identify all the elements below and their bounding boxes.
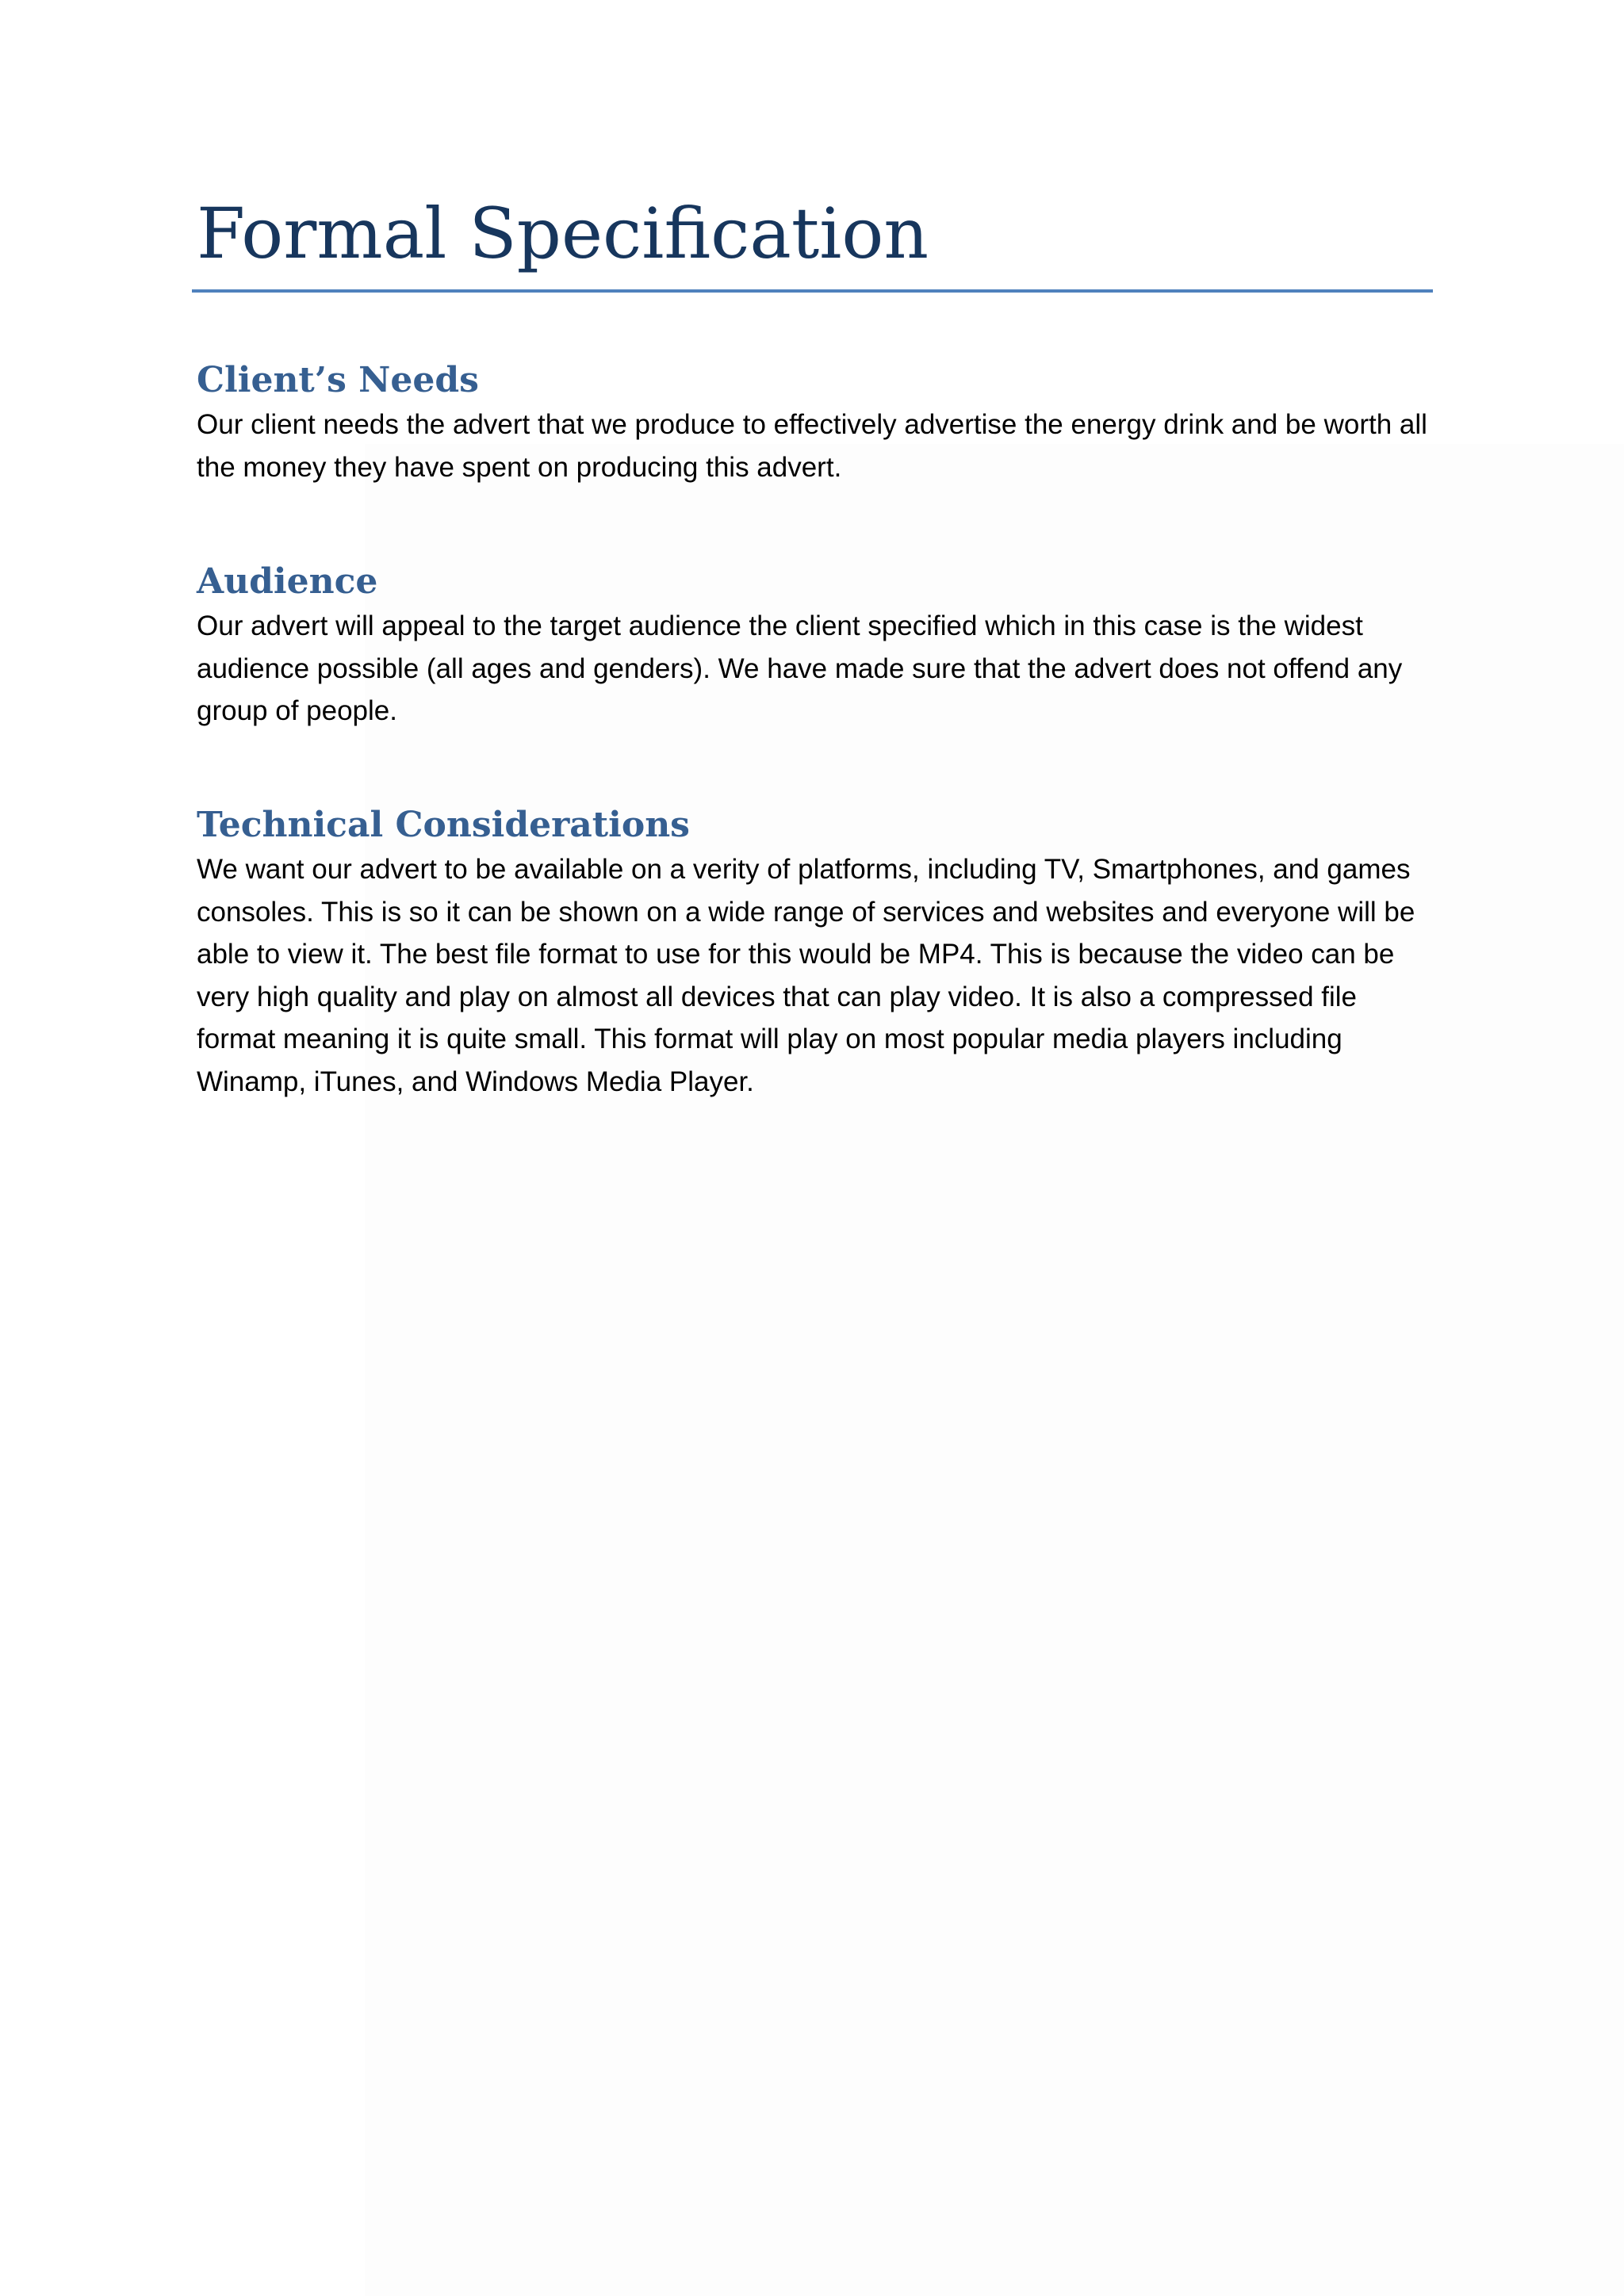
title-underline-rule [192,289,1433,293]
section-heading: Client’s Needs [197,360,479,400]
section-body: Our client needs the advert that we produce to effectively advertise the energy drink and be worth all the money they have spent on producing this advert. [197,409,1427,483]
section-body: Our advert will appeal to the target audience the client specified which in this case is the widest audience possible (all ages and genders). We have made sure that the advert does not offend any group of people. [197,610,1403,726]
section-body: We want our advert to be available on a verity of platforms, including TV, Smartphones, and games consoles. This is so it can be shown on a wide range of services and websites and everyone will be able to view it. The best file format to use for this would be MP4. This is because the video can be very high quality and play on almost all devices that can play video. It is also a compressed file format meaning it is quite small. This format will play on most popular media players including Winamp, iTunes, and Windows Media Player. [197,854,1415,1097]
section-heading: Audience [197,561,378,602]
section-clients-needs [197,358,1434,488]
section-audience [197,559,1434,733]
document-title: Formal Specification [197,193,929,274]
section-heading: Technical Considerations [197,805,690,845]
section-technical-considerations [197,802,1434,1103]
